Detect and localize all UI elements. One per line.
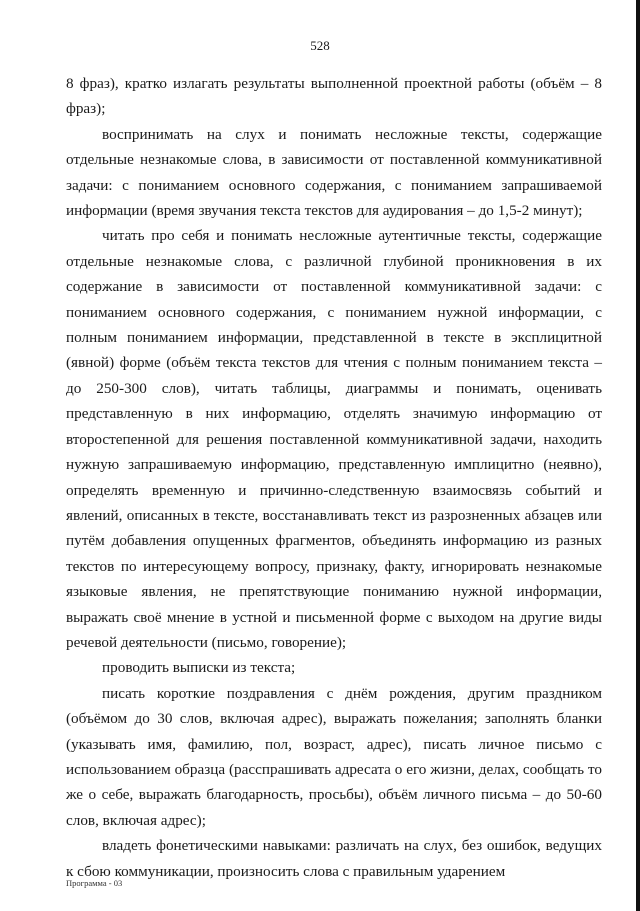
paragraph-phonetics: владеть фонетическими навыками: различать на слух, без ошибок, ведущих к сбою коммуникации, произносить слова с правильным ударением (66, 837, 602, 880)
paragraph-listening: воспринимать на слух и понимать несложные тексты, содержащие отдельные незнакомые слова, в зависимости от поставленной коммуникативной задачи: с пониманием основного содержания, с пониманием запрашиваемой информации (время звучания текста текстов для аудирования – до 1,5-2 минут); (66, 125, 602, 220)
page-number: 528 (310, 38, 330, 53)
footer-program-label: Программа - 03 (66, 878, 123, 888)
paragraph-writing: писать короткие поздравления с днём рождения, другим праздником (объёмом до 30 слов, включая адрес), выражать пожелания; заполнять бланки (указывать имя, фамилию, пол, возраст, адрес), писать личное письмо с использованием образца (расспрашивать адресата о его жизни, делах, сообщать то же о себе, выражать благодарность, просьбы), объём личного письма – до 50-60 слов, включая адрес); (66, 684, 602, 829)
scan-edge (636, 0, 640, 911)
document-body (66, 71, 602, 884)
paragraph-continuation: 8 фраз), кратко излагать результаты выполненной проектной работы (объём – 8 фраз); (66, 75, 602, 118)
paragraph-extracts: проводить выписки из текста; (102, 659, 296, 677)
paragraph-reading: читать про себя и понимать несложные аутентичные тексты, содержащие отдельные незнакомые слова, с различной глубиной проникновения в их содержание в зависимости от поставленной коммуникативной задачи: с пониманием основного содержания, с пониманием нужной информации, с полным пониманием информации, представленной в тексте в эксплицитной (явной) форме (объём текста текстов для чтения с полным пониманием текста – до 250-300 слов), читать таблицы, диаграммы и понимать, оценивать представленную в них информацию, отделять значимую информацию от второстепенной для решения поставленной коммуникативной задачи, находить нужную запрашиваемую информацию, представленную имплицитно (неявно), определять временную и причинно-следственную взаимосвязь событий и явлений, описанных в тексте, восстанавливать текст из разрозненных абзацев или путём добавления опущенных фрагментов, объединять информацию из разных текстов по интересующему вопросу, признаку, факту, игнорировать незнакомые языковые явления, не препятствующие пониманию нужной информации, выражать своё мнение в устной и письменной форме с выходом на другие виды речевой деятельности (письмо, говорение); (66, 227, 602, 651)
